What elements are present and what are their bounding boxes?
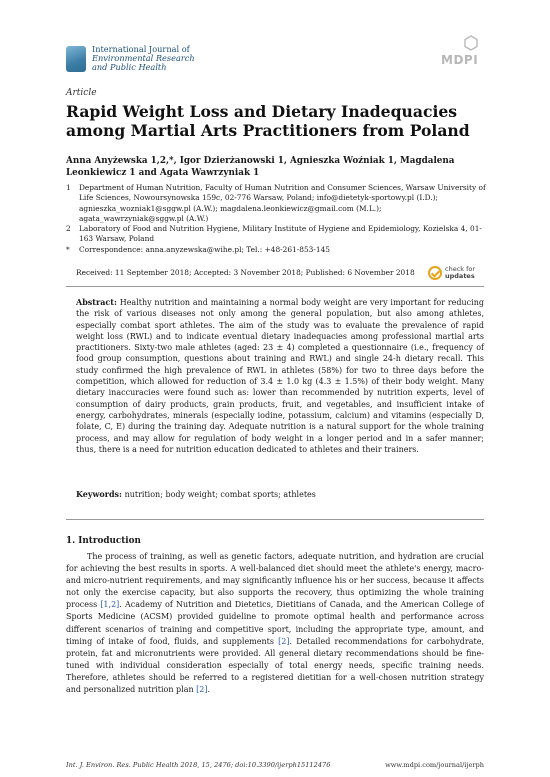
abstract [76, 297, 484, 455]
author-names: Anna Anyżewska 1,2,*, Igor Dzierżanowski 1, Agnieszka Woźniak 1, Magdalena Leonkiewicz 1 and Agata Wawrzyniak 1 [66, 156, 455, 178]
correspondence [66, 245, 486, 255]
body-paragraph [66, 551, 484, 696]
journal-logo [66, 46, 86, 72]
journal-name-line2: Environmental Research [92, 53, 195, 63]
paragraph-text: . [207, 685, 211, 695]
mdpi-hexagon-icon [463, 35, 479, 51]
article-type: Article [66, 88, 97, 98]
affiliation-2 [66, 224, 486, 245]
article-title: Rapid Weight Loss and Dietary Inadequacies among Martial Arts Practitioners from Poland [66, 102, 470, 140]
affiliation-text: Laboratory of Food and Nutrition Hygiene, Military Institute of Hygiene and Epidemiology, Kozielska 4, 01-163 Warsaw, Poland [79, 224, 482, 244]
paragraph-text: . Academy of Nutrition and Dietetics, Dietitians of Canada, and the American College of Sports Medicine (ACSM) provided guideline to promote optimal health and performance across different scenarios of training and competitive sport, including the appropriate type, amount, and timing of intake of food, fluids, and supplements [66, 600, 484, 646]
check-icon [428, 266, 442, 280]
journal-name-line3: and Public Health [92, 62, 167, 72]
publication-dates: Received: 11 September 2018; Accepted: 3 November 2018; Published: 6 November 2018 [76, 268, 415, 277]
citation-link[interactable]: [2] [196, 685, 208, 695]
author-list [66, 155, 486, 179]
keywords-label: Keywords: [76, 489, 123, 499]
affiliation-mark: 1 [66, 183, 71, 192]
correspondence-text: Correspondence: anna.anyzewska@wihe.pl; Tel.: +48-261-853-145 [79, 244, 330, 254]
keywords-text: nutrition; body weight; combat sports; athletes [124, 490, 316, 499]
affiliation-text: Department of Human Nutrition, Faculty of Human Nutrition and Consumer Sciences, Warsaw University of Life Sciences, Nowoursynowska 159c, 02-776 Warsaw, Poland; info@dietetyk-sportowy.pl (I.D.); agnieszka_wozniak1@sggw.pl (A.W.); magdalena.leonkiewicz@gmail.com (M.L.); agata_wawrzyniak@sggw.pl (A.W.) [79, 183, 486, 223]
footer-citation: Int. J. Environ. Res. Public Health 2018, 15, 2476; doi:10.3390/ijerph15112476 [66, 761, 331, 769]
journal-name-line1: International Journal of [92, 44, 190, 54]
citation-link[interactable]: [1,2] [100, 600, 120, 610]
abstract-label: Abstract: [76, 297, 117, 307]
paragraph-text: The process of training, as well as genetic factors, adequate nutrition, and hydration are crucial for achieving the best results in sports. A well-balanced diet should meet the athlete's energy, macro- and micro-nutrient requirements, and may significantly influence his or her success, because it affects not only the exercise capacity, but also supports the recovery, thus optimizing the whole training process [66, 552, 484, 610]
affiliation-list [66, 183, 486, 255]
check-updates-line2: updates [445, 272, 475, 280]
affiliation-mark: 2 [66, 224, 71, 234]
check-for-updates-button[interactable] [428, 264, 482, 282]
divider [66, 286, 484, 287]
abstract-text: Healthy nutrition and maintaining a normal body weight are very important for reducing the risk of various diseases not only among the general population, but also among athletes, especially combat sport athletes. The aim of the study was to evaluate the prevalence of rapid weight loss (RWL) and to indicate eventual dietary inadequacies among professional martial arts practitioners. Sixty-two male athletes (aged: 23 ± 4) completed a questionnaire (i.e., frequency of food group consumption, questions about training and RWL) and single 24-h dietary recall. This study confirmed the high prevalence of RWL in athletes (58%) for two to three days before the competition, which allowed for reduction of 3.4 ± 1.0 kg (4.3 ± 1.5%) of their body weight. Many dietary inaccuracies were found such as: lower than recommended by nutrition experts, level of consumption of dairy products, grain products, fruit, and vegetables, and insufficient intake of energy, carbohydrates, minerals (especially iodine, potassium, calcium) and vitamins (especially D, folate, C, E) during the training day. Adequate nutrition is a natural support for the whole training process, and may allow for regulation of body weight in a longer period and in a safer manner; thus, there is a need for nutrition education dedicated to athletes and their trainers. [76, 298, 484, 454]
check-updates-label [445, 266, 475, 280]
check-updates-line1: check for [445, 265, 476, 273]
divider [66, 519, 484, 520]
citation-link[interactable]: [2] [278, 636, 290, 646]
paragraph-text: . Detailed recommendations for carbohydrate, protein, fat and micronutrients were provided. All general dietary recommendations should be fine-tuned with individual consideration especially of total energy needs, specific training needs. Therefore, athletes should be referred to a registered dietitian for a well-chosen nutrition strategy and personalized nutrition plan [66, 636, 485, 695]
footer-url[interactable]: www.mdpi.com/journal/ijerph [385, 761, 484, 769]
affiliation-1 [66, 183, 486, 224]
affiliation-mark: * [66, 244, 70, 254]
journal-name [92, 45, 195, 72]
section-heading: 1. Introduction [66, 536, 141, 546]
publisher-logo: MDPI [441, 53, 479, 67]
keywords [76, 489, 484, 499]
